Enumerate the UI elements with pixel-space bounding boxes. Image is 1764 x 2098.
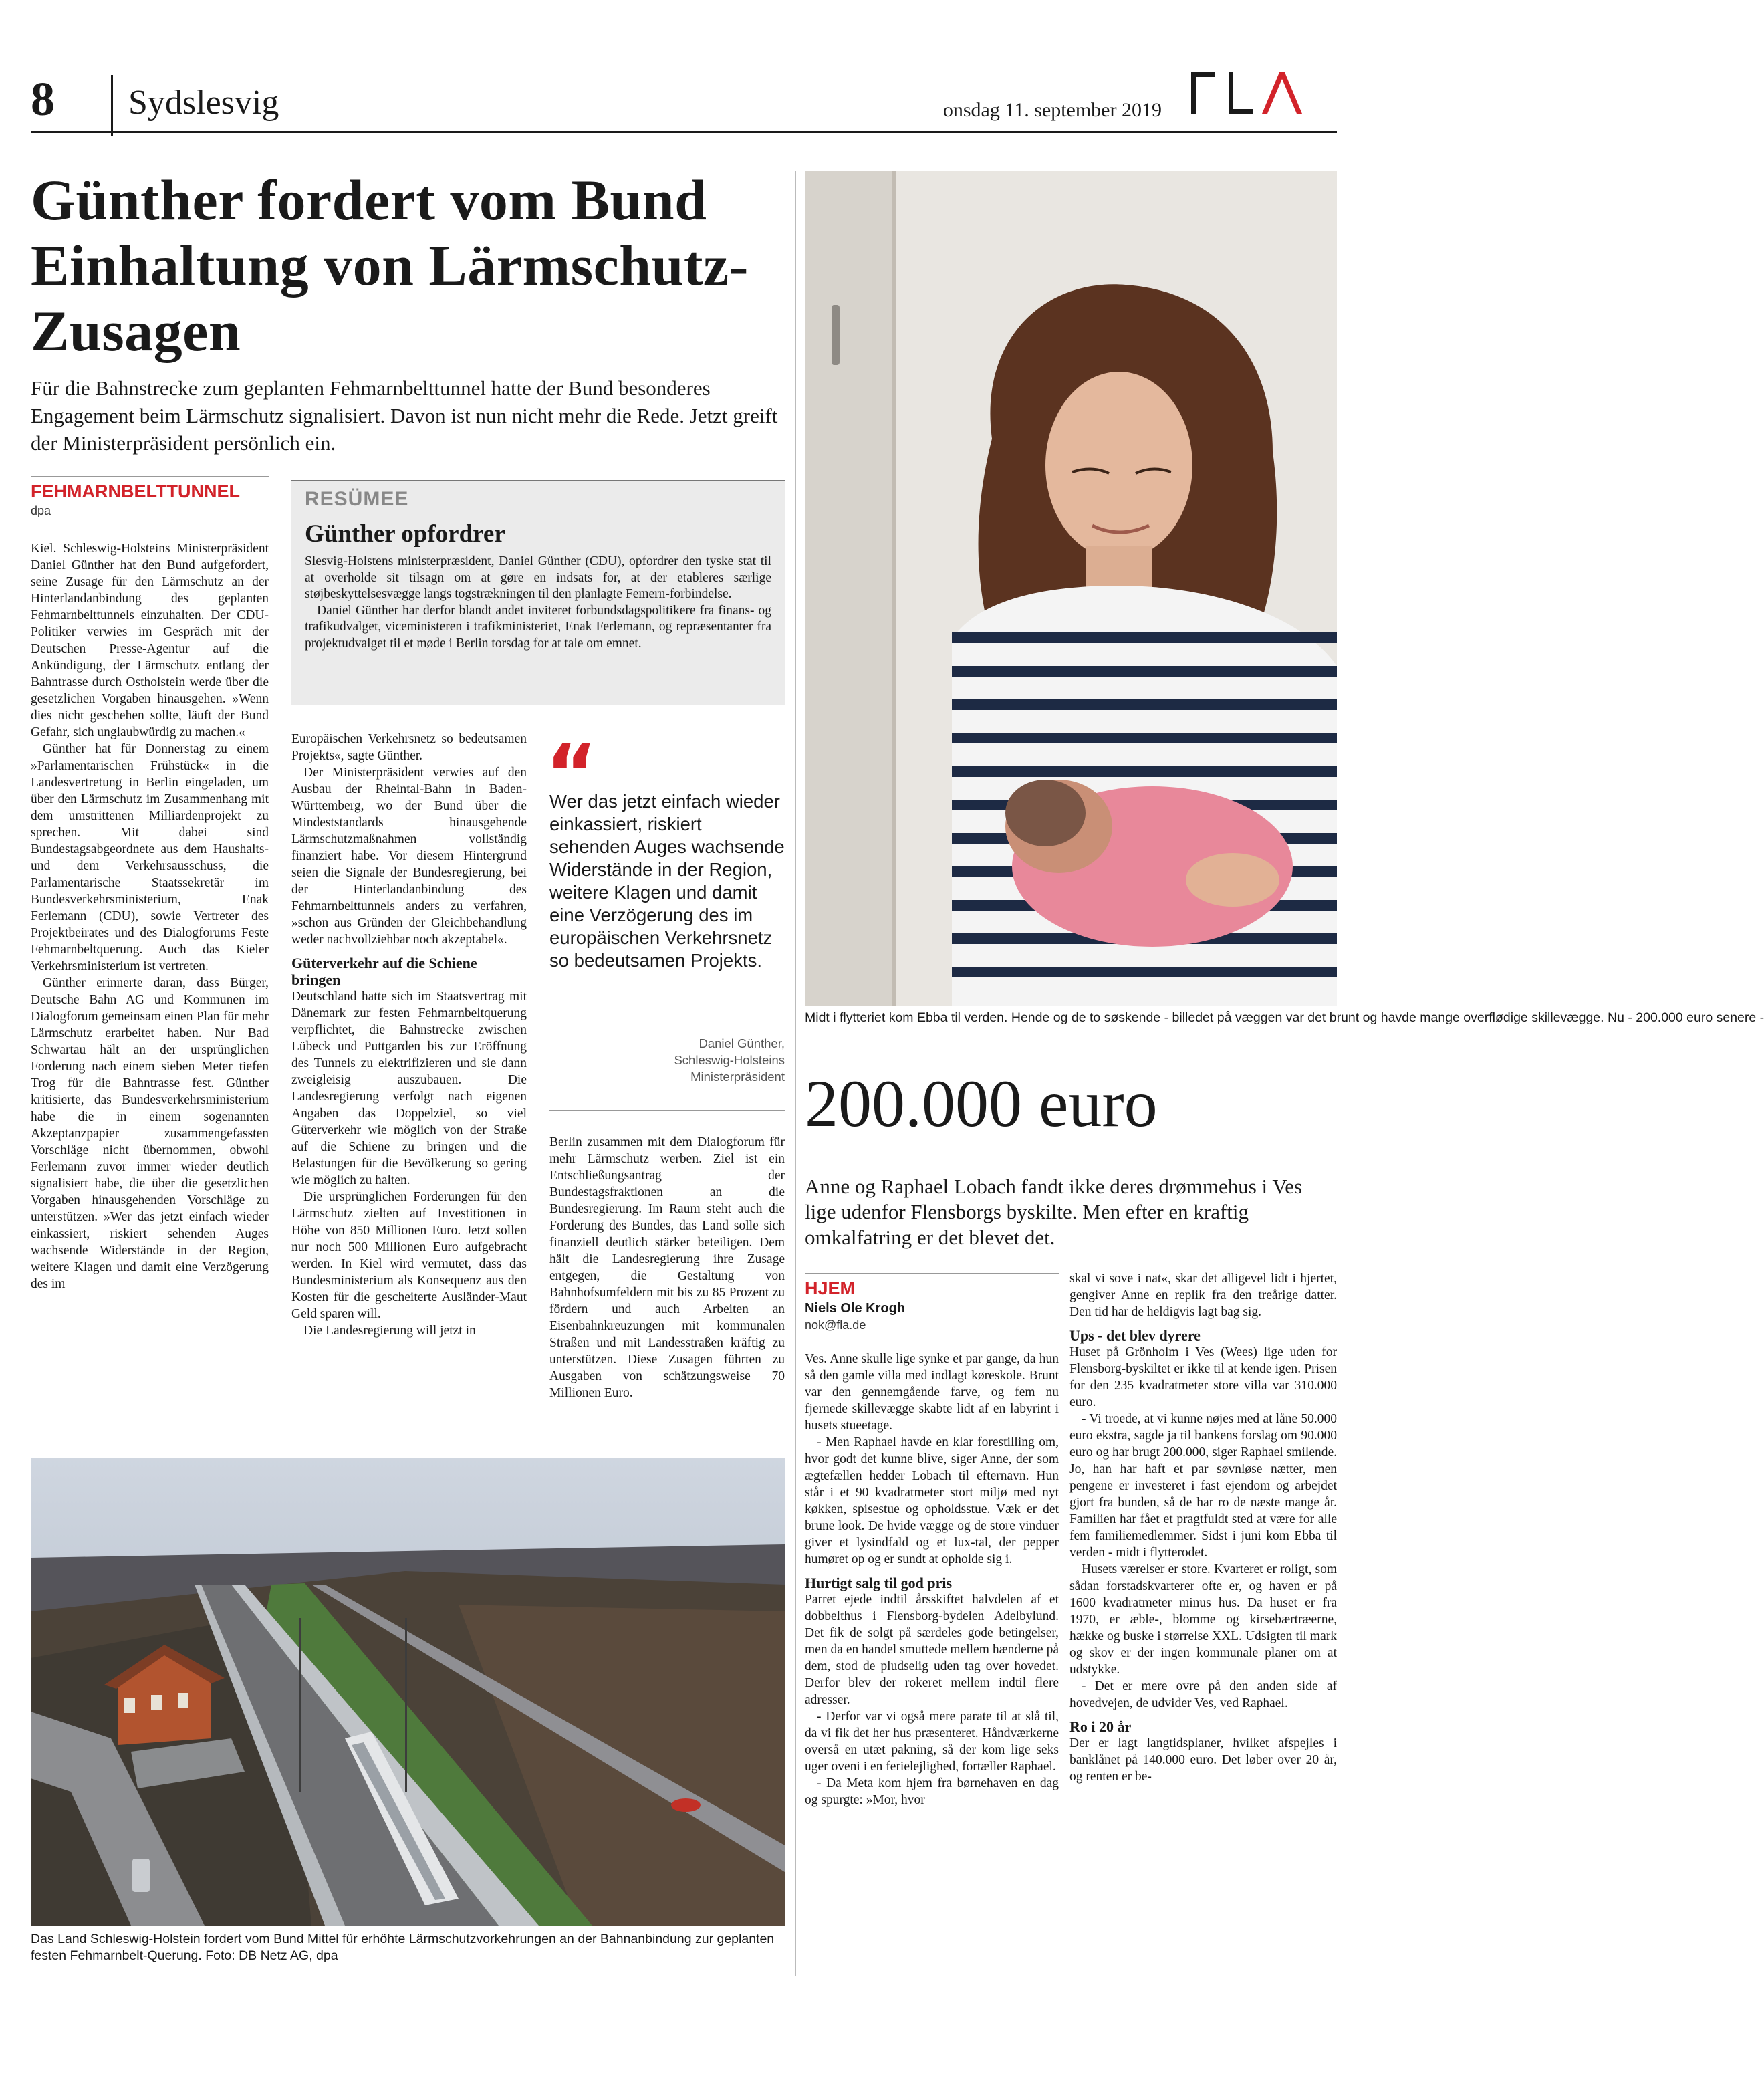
issue-date: onsdag 11. september 2019	[942, 99, 1162, 121]
kicker-rule	[805, 1273, 1059, 1274]
paragraph: - Vi troede, at vi kunne nøjes med at låne 50.000 euro ekstra, sagde ja til bankens forslag om 90.000 euro og har brugt 200.000, siger Raphael smilende. Jo, han har haft et par søvnløse nætter, men pengene er investeret i fast ejendom og arbejdet gjort fra bunden, så de har ro de næste mange år. Familien har fået et pragtfuldt sted at være for alle fem familiemedlemmer. Sidst i juni kom Ebba til verden - midt i flytterodet.	[1069, 1412, 1337, 1560]
paragraph: Deutschland hatte sich im Staatsvertrag mit Dänemark zur festen Fehmarnbeltquerung verpflichtet, die Bahnstrecke zwischen Lübeck und Puttgarden bis zur Eröffnung des Tunnels zu elektrifizieren und sie dann zweigleisig auszubauen. Die Landesregierung verfolgt nach eigenen Angaben das Doppelziel, so viel Güterverkehr wie möglich von der Straße auf die Schiene zu bringen und die Belastungen für die Bevölkerung so gering wie möglich zu halten.	[291, 989, 527, 1187]
header-rule	[31, 131, 1337, 133]
subheading: Ups - det blev dyrere	[1069, 1327, 1201, 1344]
fla-logo	[1190, 70, 1305, 116]
paragraph: Husets værelser er store. Kvarteret er roligt, som sådan forstadskvarterer ofte er, og haven er på 1600 kvadratmeter minus hus. Da huset er fra 1970, er æble-, blomme og kirsebærtræerne, hække og buske i størrelse XXL. Udsigten til mark og skov er der ingen kommunale planer om at udstykke.	[1069, 1562, 1337, 1677]
resume-body	[305, 554, 771, 652]
article-kicker: FEHMARNBELTTUNNEL	[31, 481, 240, 501]
quote-author-role: Ministerpräsident	[690, 1070, 785, 1084]
kicker-rule	[31, 476, 269, 477]
paragraph: Parret ejede indtil årsskiftet halvdelen af et dobbelthus i Flensborg-bydelen Adelbylund. Det fik de solgt på særdeles gode betingelser, men da en handel smuttede mellem hænderne på dem, stod de pludselig uden tag over hovedet. Derfor blev der rokeret mellem indtil flere adresser.	[805, 1593, 1059, 1707]
article2-kicker: HJEM	[805, 1278, 856, 1298]
subheading: Hurtigt salg til god pris	[805, 1575, 953, 1591]
paragraph: Günther hat für Donnerstag zu einem »Parlamentarischen Frühstück« in die Landesvertretung in Berlin eingeladen, um über den Lärmschutz im Zusammenhang mit dem umstrittenen Milliardenprojekt zu sprechen. Mit dabei sind Bundestagsabgeordnete aus dem Haushalts- und dem Verkehrsausschuss, die Parlamentarische Staatssekretär im Bundesverkehrsministerium, Enak Ferlemann (CDU), sowie Vertreter des Projektbeirates und des Dialogforums Feste Fehmarnbeltquerung. Auch das Kieler Verkehrsministerium ist vertreten.	[31, 742, 269, 973]
resume-box	[291, 480, 785, 705]
mother-baby-photo	[805, 171, 1337, 1006]
paragraph: - Da Meta kom hjem fra børnehaven en dag og spurgte: »Mor, hvor	[805, 1776, 1059, 1807]
paragraph: Slesvig-Holstens ministerpræsident, Daniel Günther (CDU), opfordrer den tyske stat til at overholde sit tilsagn om at gøre en indsats for, at der etableres særlige støjbeskyttelsesvægge langs togstrækningen til den planlagte Femern-forbindelse.	[305, 554, 771, 601]
railway-photo-caption: Das Land Schleswig-Holstein fordert vom Bund Mittel für erhöhte Lärmschutzvorkehrungen an der Bahnanbindung zur geplanten festen Fehmarnbelt-Querung. Foto: DB Netz AG, dpa	[31, 1932, 775, 1963]
page-number: 8	[31, 72, 55, 126]
section-title: Sydslesvig	[128, 84, 279, 122]
paragraph: Huset på Grönholm i Ves (Wees) lige uden for Flensborg-byskiltet er ikke til at kende igen. Prisen for den 235 kvadratmeter store villa var 310.000 euro.	[1069, 1345, 1337, 1409]
quote-author	[549, 1035, 785, 1085]
paragraph: Die Landesregierung will jetzt in	[303, 1324, 476, 1338]
paragraph: Kiel. Schleswig-Holsteins Ministerpräsident Daniel Günther hat den Bund aufgefordert, seine Zusage für den Lärmschutz an der Hinterlandanbindung des geplanten Fehmarnbelttunnels einzuhalten. Der CDU-Politiker verwies im Gespräch mit der Deutschen Presse-Agentur auf die Ankündigung, der Lärmschutz entlang der Bahntrasse durch Ostholstein werde über die gesetzlichen Vorgaben hinausgehen. »Wenn dies nicht geschehen sollte, läuft der Bund Gefahr, sich unglaubwürdig zu machen.«	[31, 542, 269, 739]
subheading: Güterverkehr auf die Schiene bringen	[291, 955, 477, 988]
article2-column-1	[805, 1351, 1059, 1809]
column-separator	[795, 171, 796, 1976]
resume-title: Günther opfordrer	[305, 520, 505, 548]
article2-column-2	[1069, 1270, 1337, 1785]
mother-baby-photo-caption: Midt i flytteriet kom Ebba til verden. Hende og de to søskende - billedet på væggen var det brunt og havde mange overflødige skillevægge. Nu - 200.000 euro senere -	[805, 1010, 1764, 1025]
article2-title: 200.000 euro	[805, 1066, 1158, 1141]
paragraph: Günther erinnerte daran, dass Bürger, Deutsche Bahn AG und Kommunen im Dialogforum gemeinsam einen Plan für mehr Lärmschutz erarbeitet haben. Nur Bad Schwartau hält an der ursprünglichen Forderung nach einem sieben Meter tiefen Trog für die Bahntrasse fest. Günther kritisierte, das Bundesverkehrsministerium habe die in einem sogenannten Akzeptanzpapier zusammengefassten Vorschläge nicht übernommen, obwohl Ferlemann zuvor immer wieder deutlich signalisiert habe, die über die gesetzlichen Vorgaben hinausgehenden Vorschläge zu unterstützen. »Wer das jetzt einfach wieder einkassiert, riskiert sehenden Auges wachsende Widerstände in der Region, weitere Klagen und damit eine Verzögerung des im	[31, 976, 269, 1291]
railway-photo	[31, 1458, 785, 1926]
pull-quote: Wer das jetzt einfach wieder einkassiert, riskiert sehenden Auges wachsende Widerstände in der Region, weitere Klagen und damit eine Verzögerung des im europäischen Verkehrsnetz so bedeutsamen Projekts.	[549, 791, 785, 971]
paragraph: Der Ministerpräsident verwies auf den Ausbau der Rheintal-Bahn in Baden-Württemberg, wo der Bund über die Mindeststandards hinausgehende Lärmschutzmaßnahmen vollständig finanziert habe. Vor diesem Hintergrund seien die Signale der Bundesregierung, bei der Hinterlandanbindung des Fehmarnbelttunnels anders zu verfahren, »schon aus Gründen der Gleichbehandlung weder nachvollziehbar noch akzeptabel«.	[291, 766, 527, 947]
paragraph: - Det er mere ovre på den anden side af hovedvejen, de udvider Ves, ved Raphael.	[1069, 1679, 1337, 1710]
paragraph: Die ursprünglichen Forderungen für den Lärmschutz zielten auf Investitionen in Höhe von 850 Millionen Euro. Jetzt sollen nur noch 500 Millionen Euro aufgebracht werden. In Kiel wird vermutet, dass das Bundesministerium als Konsequenz aus den Kosten für die gescheiterte Ausländer-Maut Geld sparen will.	[291, 1190, 527, 1321]
resume-label: RESÜMEE	[305, 488, 409, 510]
paragraph: Der er lagt langtidsplaner, hvilket afspejles i banklånet på 140.000 euro. Det løber over 20 år, og renten er be-	[1069, 1736, 1337, 1784]
paragraph: - Derfor var vi også mere parate til at slå til, da vi fik det her hus præsenteret. Håndværkerne overså en utæt pakning, så der kom lige seks uger oveni i en ferielejlighed, fortæller Raphael.	[805, 1710, 1059, 1774]
article2-author: Niels Ole Krogh	[805, 1301, 906, 1316]
paragraph: Daniel Günther har derfor blandt andet inviteret forbundsdagspolitikere fra finans- og trafikudvalget, viceministeren i trafikministeriet, Enak Ferlemann, og repræsentanter fra projektudvalget til et møde i Berlin torsdag for at tale om emnet.	[305, 603, 771, 651]
quote-author-name: Daniel Günther,	[699, 1036, 785, 1050]
paragraph: Europäischen Verkehrsnetz so bedeutsamen Projekts«, sagte Günther.	[291, 732, 527, 763]
paragraph: Ves. Anne skulle lige synke et par gange, da hun så den gamle villa med indlagt køreskole. Brunt var den gennemgående farve, og fem nu fjernede skillevægge skabte lidt af en labyrint i husets stueetage.	[805, 1352, 1059, 1433]
subheading: Ro i 20 år	[1069, 1718, 1132, 1735]
article-byline: dpa	[31, 504, 51, 517]
article-headline: Günther fordert vom Bund Einhaltung von Lärmschutz-Zusagen	[31, 168, 749, 363]
quote-author-role: Schleswig-Holsteins	[674, 1053, 785, 1067]
article-lead: Für die Bahnstrecke zum geplanten Fehmarnbelttunnel hatte der Bund besonderes Engagement beim Lärmschutz signalisiert. Davon ist nun nicht mehr die Rede. Jetzt greift der Ministerpräsident persönlich ein.	[31, 376, 778, 455]
quote-mark-icon: “	[545, 727, 598, 820]
header-divider	[111, 75, 113, 136]
article-column-3	[549, 1134, 785, 1401]
paragraph: skal vi sove i nat«, skar det alligevel lidt i hjertet, gengiver Anne en replik fra den treårige datter. Den tid har de heldigvis lagt bag sig.	[1069, 1272, 1337, 1319]
article2-lead: Anne og Raphael Lobach fandt ikke deres drømmehus i Ves lige udenfor Flensborgs byskilte. Men efter en kraftig omkalfatring er det blevet det.	[805, 1175, 1303, 1249]
article2-email: nok@fla.de	[805, 1318, 866, 1332]
paragraph: Berlin zusammen mit dem Dialogforum für mehr Lärmschutz werben. Ziel ist ein Entschließungsantrag der Bundestagsfraktionen an die Bundesregierung. Im Raum steht auch die Forderung des Bundes, das Land solle sich finanziell deutlich stärker beteiligen. Dem hält die Landesregierung ihre Zusage entgegen, die Gestaltung von Bahnhofsumfeldern mit bis zu 85 Prozent zu fördern und auch Arbeiten an Eisenbahnkreuzungen mit kommunalen Straßen und mit Landesstraßen kräftig zu unterstützen. Diese Zusagen führten zu Ausgaben von schätzungsweise 70 Millionen Euro.	[549, 1135, 785, 1400]
paragraph: - Men Raphael havde en klar forestilling om, hvor godt det kunne blive, siger Anne, der som ægtefællen hedder Lobach til efternavn. Hun står i et 90 kvadratmeter stort miljø med nyt køkken, spisestue og opholdsstue. Væk er det brune look. De hvide vægge og de store vinduer giver et lysindfald og et lux-tal, der pepper humøret op og er sundt at opholde sig i.	[805, 1435, 1059, 1566]
quote-rule	[549, 1110, 785, 1111]
article-column-1	[31, 540, 269, 1292]
article-column-2	[291, 731, 527, 1339]
